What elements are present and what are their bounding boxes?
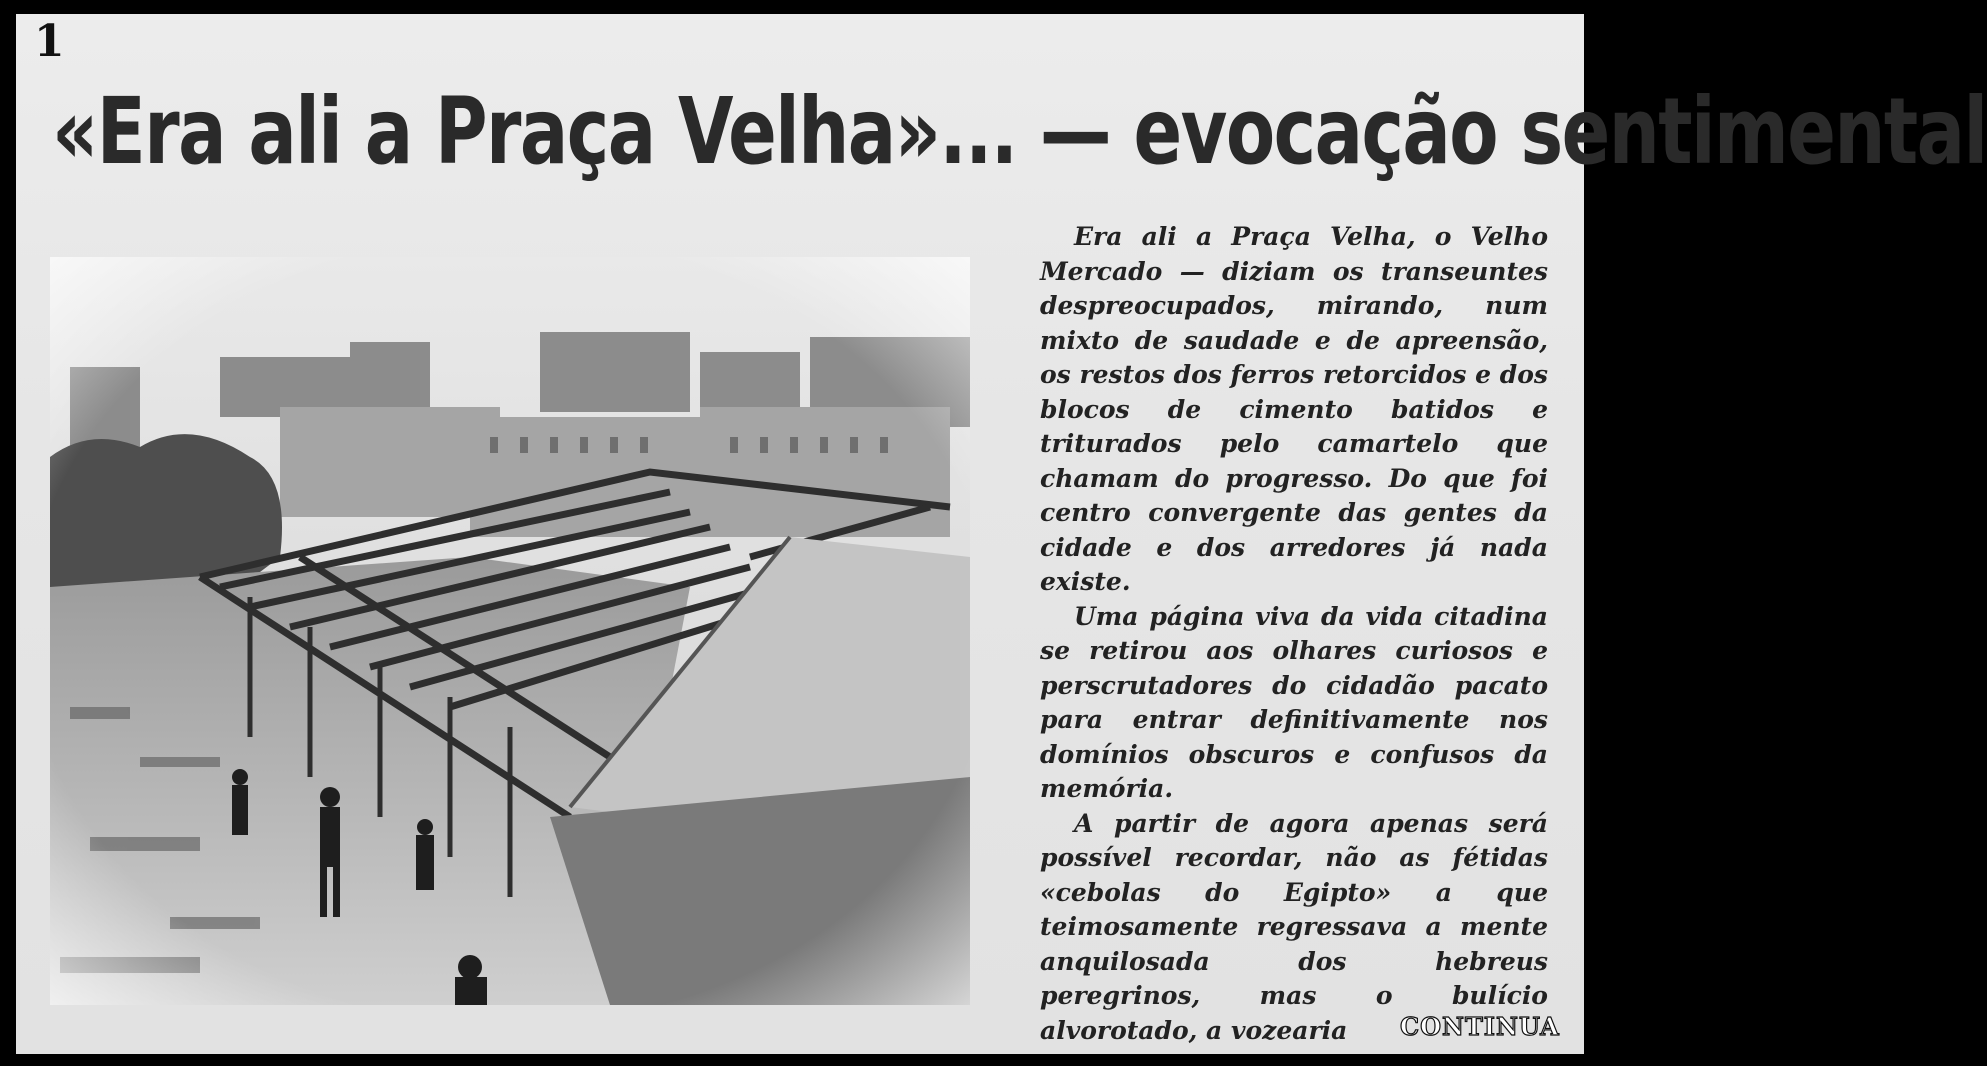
market-demolition-photo: [50, 257, 970, 1005]
paragraph-1: Era ali a Praça Velha, o Velho Mercado — diziam os transeuntes despreocupados, mirando, num mixto de saudade e de apreensão, os restos dos ferros retorcidos e dos blocos de cimento batidos e triturados pelo camartelo que chamam do progresso. Do que foi centro convergente das gentes da cidade e dos arredores já nada existe.: [1040, 222, 1548, 596]
continua-label: CONTINUA: [1400, 1012, 1560, 1041]
paragraph-3: A partir de agora apenas será possível recordar, não as fétidas «cebolas do Egipto» a que teimosamente regressava a mente anquilosada dos hebreus peregrinos, mas o bulício alvorotado, a vozearia: [1040, 808, 1548, 1045]
page-number: 1: [34, 16, 65, 67]
article-body: [1040, 220, 1548, 1048]
photo-illustration: [50, 257, 970, 1005]
paragraph-2: Uma página viva da vida citadina se retirou aos olhares curiosos e perscrutadores do cidadão pacato para entrar definitivamente nos domínios obscuros e confusos da memória.: [1040, 601, 1548, 803]
newspaper-clipping: [16, 14, 1987, 1054]
headline: «Era ali a Praça Velha»... — evocação sentimental: [52, 78, 1987, 185]
